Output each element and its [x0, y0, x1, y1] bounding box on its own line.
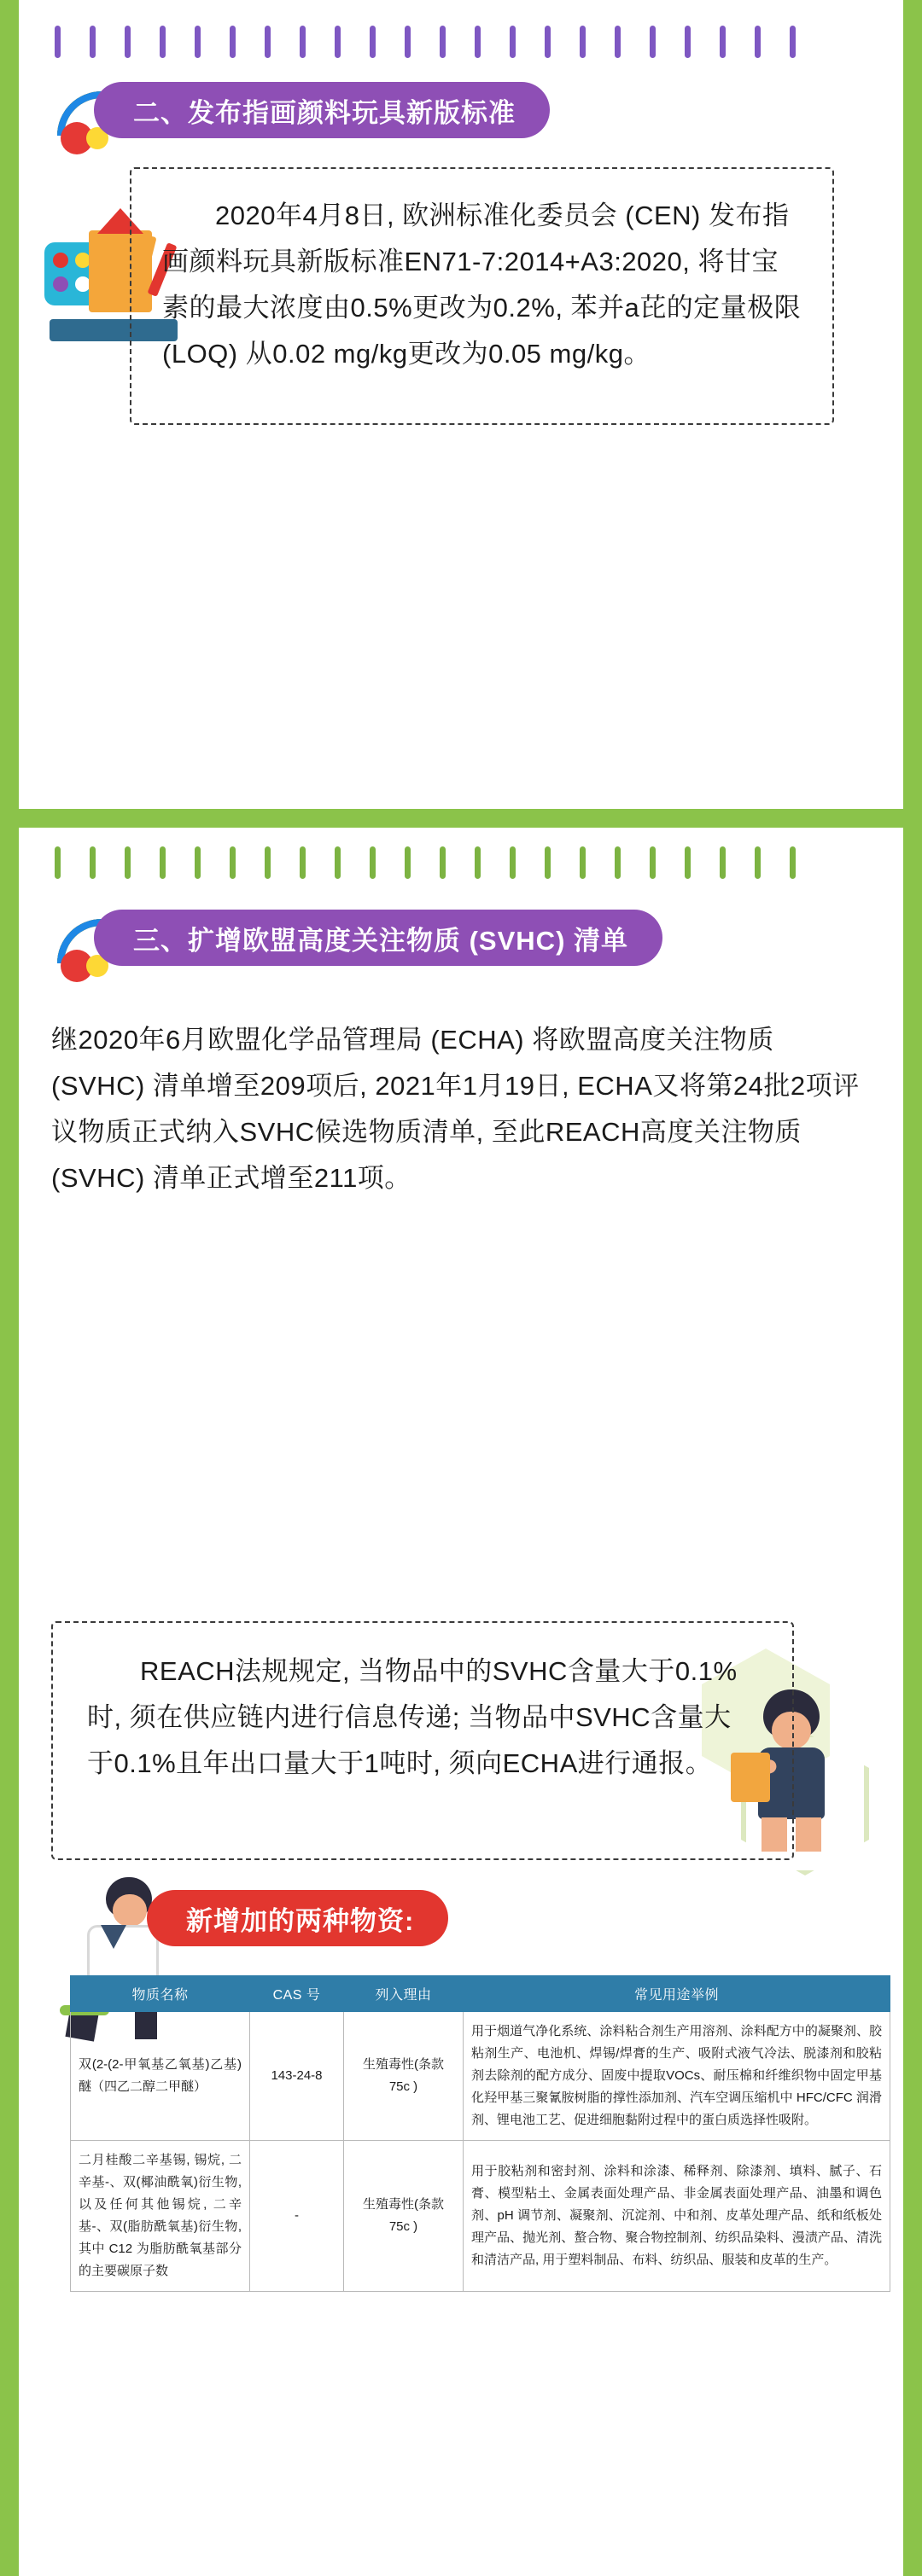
- section-3-note-box: [51, 1621, 794, 1860]
- section-3-body-text: 继2020年6月欧盟化学品管理局 (ECHA) 将欧盟高度关注物质 (SVHC) 清单增至209项后, 2021年1月19日, ECHA又将第24批2项评议物质正式纳入SVHC候选物质清单, 至此REACH高度关注物质 (SVHC) 清单正式增至211项。: [51, 1025, 860, 1193]
- svhc-table-wrap: [70, 1975, 890, 2292]
- spiral-binding-icon-2: [19, 846, 903, 886]
- section-2-card: [19, 0, 903, 811]
- th-reason: 列入理由: [344, 1976, 464, 2012]
- right-green-rail: [903, 0, 922, 2576]
- cell-cas: 143-24-8: [250, 2012, 344, 2141]
- section-3-note-text: REACH法规规定, 当物品中的SVHC含量大于0.1%时, 须在供应链内进行信息传递; 当物品中SVHC含量大于0.1%且年出口量大于1吨时, 须向ECHA进行通报。: [87, 1656, 738, 1778]
- cell-cas: -: [250, 2141, 344, 2292]
- th-use: 常见用途举例: [464, 1976, 890, 2012]
- section-3-subheading-label: 新增加的两种物资:: [186, 1905, 415, 1936]
- spiral-binding-icon: [19, 26, 903, 65]
- th-name: 物质名称: [71, 1976, 250, 2012]
- svhc-table: [70, 1975, 890, 2292]
- table-row: [71, 2141, 890, 2292]
- cell-name: 双(2-(2-甲氧基乙氧基)乙基)醚（四乙二醇二甲醚）: [71, 2012, 250, 2141]
- cell-name: 二月桂酸二辛基锡, 锡烷, 二辛基-、双(椰油酰氧)衍生物, 以及任何其他锡烷, 二辛基-、双(脂肪酰氧基)衍生物, 其中 C12 为脂肪酰氧基部分的主要碳原子数: [71, 2141, 250, 2292]
- cell-reason: 生殖毒性(条款 75c ): [344, 2141, 464, 2292]
- left-green-rail: [0, 0, 19, 2576]
- section-3-card: [19, 828, 903, 2576]
- section-3-subheading: [147, 1890, 448, 1946]
- cell-use: 用于胶粘剂和密封剂、涂料和涂漆、稀释剂、除漆剂、填料、腻子、石膏、模型粘土、金属表面处理产品、非金属表面处理产品、油墨和调色剂、pH 调节剂、凝聚剂、沉淀剂、中和剂、皮革处理产品、纸和纸板处理产品、抛光剂、螯合物、聚合物控制剂、纺织品染料、漫渍产品、清洗和清洁产品, 用于塑料制品、布料、纺织品、服装和皮革的生产。: [464, 2141, 890, 2292]
- cell-reason: 生殖毒性(条款 75c ): [344, 2012, 464, 2141]
- section-3-heading-label: 三、扩增欧盟高度关注物质 (SVHC) 清单: [133, 925, 628, 956]
- section-3-heading: [94, 910, 662, 966]
- card-divider: [0, 809, 922, 828]
- table-row: [71, 2012, 890, 2141]
- table-header-row: [71, 1976, 890, 2012]
- section-2-body-text: 2020年4月8日, 欧洲标准化委员会 (CEN) 发布指画颜料玩具新版标准EN71-7:2014+A3:2020, 将甘宝素的最大浓度由0.5%更改为0.2%, 苯并a芘的定量极限 (LOQ) 从0.02 mg/kg更改为0.05 mg/kg。: [162, 201, 802, 369]
- th-cas: CAS 号: [250, 1976, 344, 2012]
- cell-use: 用于烟道气净化系统、涂料粘合剂生产用溶剂、涂料配方中的凝聚剂、胶粘剂生产、电池机、焊锡/焊膏的生产、吸附式液气冷法、脱漆剂和胶粘剂去除剂的配方成分、固废中提取VOCs、耐压棉和纤维织物中固定甲基化羟甲基三聚氰胺树脂的撑性添加剂、汽车空调压缩机中 HFC/CFC 润滑剂、锂电池工艺、促进细胞黏附过程中的蛋白质选择性吸附。: [464, 2012, 890, 2141]
- section-2-heading: [94, 82, 550, 138]
- section-2-body-box: [130, 167, 834, 425]
- section-2-heading-label: 二、发布指画颜料玩具新版标准: [133, 97, 516, 128]
